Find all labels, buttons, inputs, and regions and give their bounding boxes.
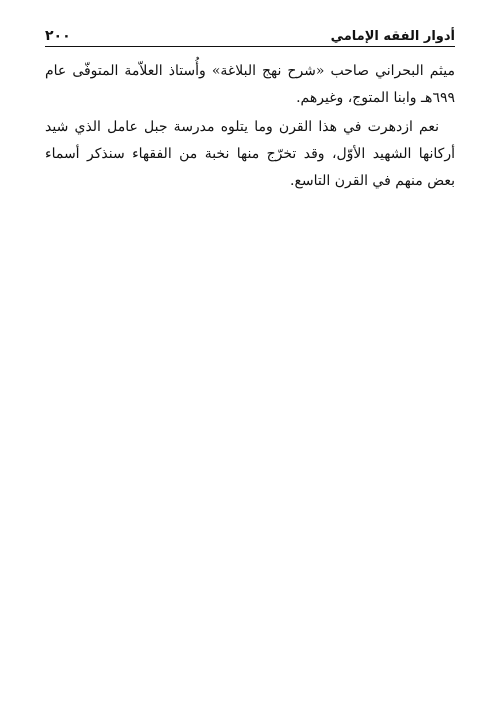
page-number: ٢٠٠ [45,28,71,44]
body-text [45,58,455,195]
running-header [45,22,455,44]
running-title: أدوار الفقه الإمامي [330,29,455,44]
paragraph: ميثم البحراني صاحب «شرح نهج البلاغة» وأُستاذ العلاّمة المتوفّى عام ٦٩٩هـ وابنا المتوج، وغيرهم. [45,63,455,106]
paragraph: نعم ازدهرت في هذا القرن وما يتلوه مدرسة جبل عامل الذي شيد أركانها الشهيد الأوّل، وقد تخرّج منها نخبة من الفقهاء سنذكر أسماء بعض منهم في القرن التاسع. [45,119,455,189]
header-rule [45,46,455,47]
